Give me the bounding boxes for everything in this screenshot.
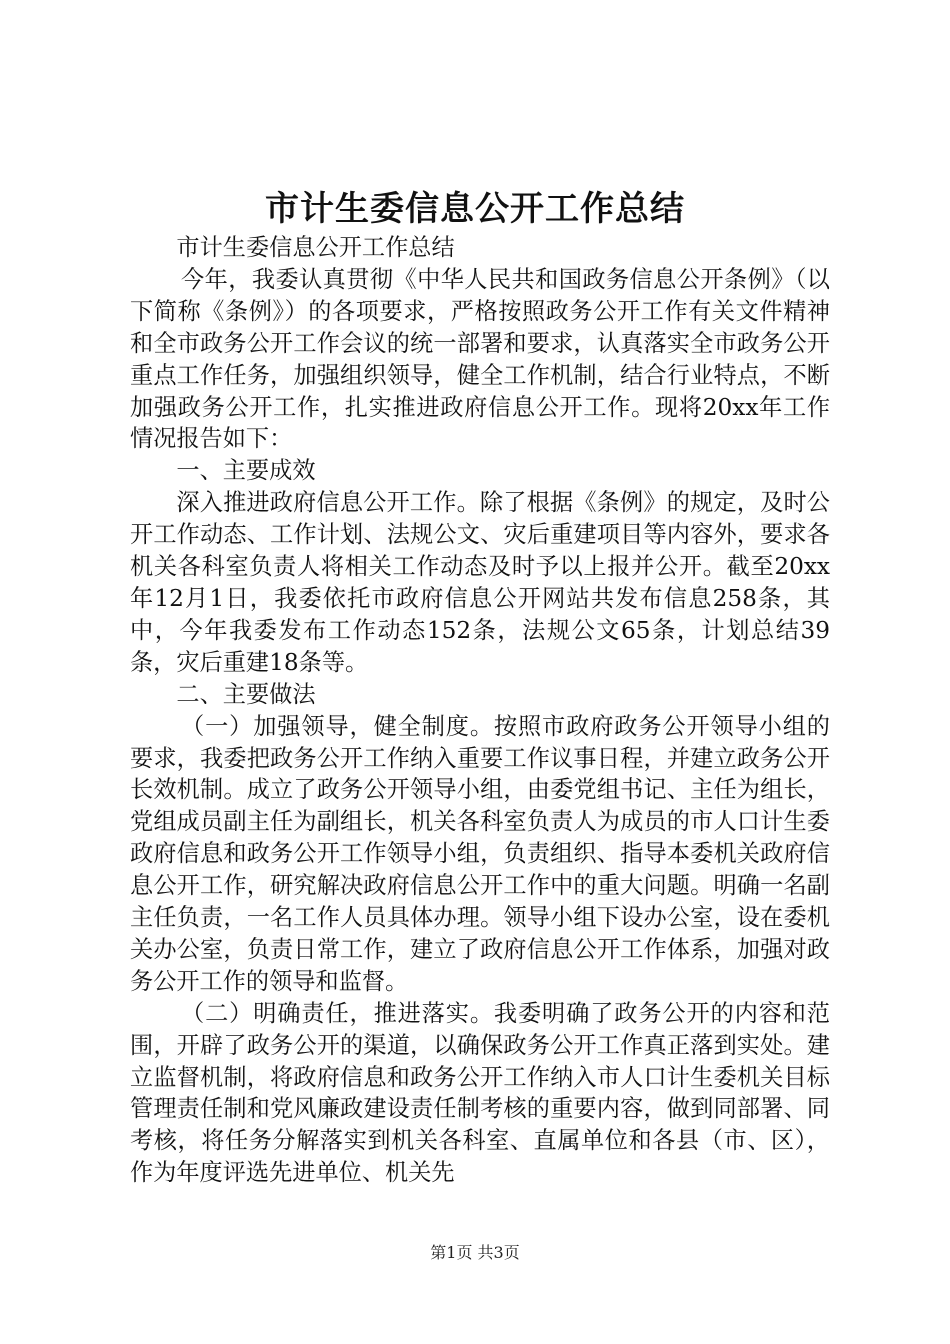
paragraph-intro: 今年，我委认真贯彻《中华人民共和国政务信息公开条例》（以下简称《条例》）的各项要求，严格按照政务公开工作有关文件精神和全市政务公开工作会议的统一部署和要求，认真落实全市政务公开重点工作任务，加强组织领导，健全工作机制，结合行业特点，不断加强政务公开工作，扎实推进政府信息公开工作。现将20xx年工作情况报告如下：: [130, 265, 830, 453]
section-heading-methods: 二、主要做法: [176, 680, 316, 708]
page-footer: 第1页 共3页: [430, 1243, 520, 1262]
paragraph-subtitle: 市计生委信息公开工作总结: [176, 234, 455, 261]
section-heading-results: 一、主要成效: [176, 457, 316, 485]
document-body: [130, 232, 830, 1189]
paragraph-method-2: （二）明确责任，推进落实。我委明确了政务公开的内容和范围，开辟了政务公开的渠道，以确保政务公开工作真正落到实处。建立监督机制，将政府信息和政务公开工作纳入市人口计生委机关目标管理责任制和党风廉政建设责任制考核的重要内容，做到同部署、同考核，将任务分解落实到机关各科室、直属单位和各县（市、区），作为年度评选先进单位、机关先: [130, 999, 830, 1187]
paragraph-results: 深入推进政府信息公开工作。除了根据《条例》的规定，及时公开工作动态、工作计划、法规公文、灾后重建项目等内容外，要求各机关各科室负责人将相关工作动态及时予以上报并公开。截至20xx年12月1日，我委依托市政府信息公开网站共发布信息258条，其中，今年我委发布工作动态152条，法规公文65条，计划总结39条，灾后重建18条等。: [130, 489, 830, 676]
paragraph-method-1: （一）加强领导，健全制度。按照市政府政务公开领导小组的要求，我委把政务公开工作纳入重要工作议事日程，并建立政务公开长效机制。成立了政务公开领导小组，由委党组书记、主任为组长，党组成员副主任为副组长，机关各科室负责人为成员的市人口计生委政府信息和政务公开工作领导小组，负责组织、指导本委机关政府信息公开工作，研究解决政府信息公开工作中的重大问题。明确一名副主任负责，一名工作人员具体办理。领导小组下设办公室，设在委机关办公室，负责日常工作，建立了政府信息公开工作体系，加强对政务公开工作的领导和监督。: [130, 712, 830, 995]
document-title: 市计生委信息公开工作总结: [265, 189, 685, 229]
